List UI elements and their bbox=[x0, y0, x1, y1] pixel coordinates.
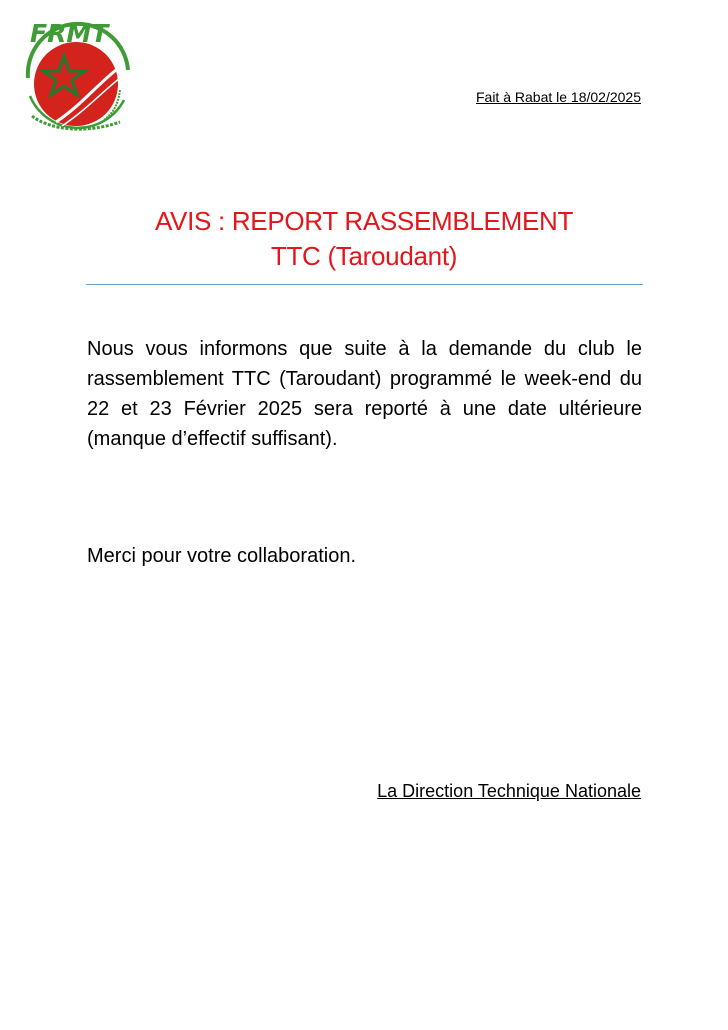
signature: La Direction Technique Nationale bbox=[377, 781, 641, 801]
frmt-logo-icon bbox=[16, 18, 140, 136]
thanks-line: Merci pour votre collaboration. bbox=[87, 545, 357, 567]
notice-title bbox=[86, 204, 642, 274]
frmt-logo bbox=[16, 18, 140, 136]
title-divider bbox=[86, 284, 643, 285]
date-line: Fait à Rabat le 18/02/2025 bbox=[475, 89, 641, 105]
notice-title-line1: AVIS : REPORT RASSEMBLEMENT bbox=[154, 206, 574, 236]
notice-paragraph: Nous vous informons que suite à la demande du club le rassemblement TTC (Taroudant) programmé le week-end du 22 et 23 Février 2025 sera reporté à une date ultérieure (manque d’effectif suffisant). bbox=[87, 338, 642, 450]
notice-title-line2: TTC (Taroudant) bbox=[270, 241, 458, 271]
svg-text:FRMT: FRMT bbox=[30, 19, 109, 48]
